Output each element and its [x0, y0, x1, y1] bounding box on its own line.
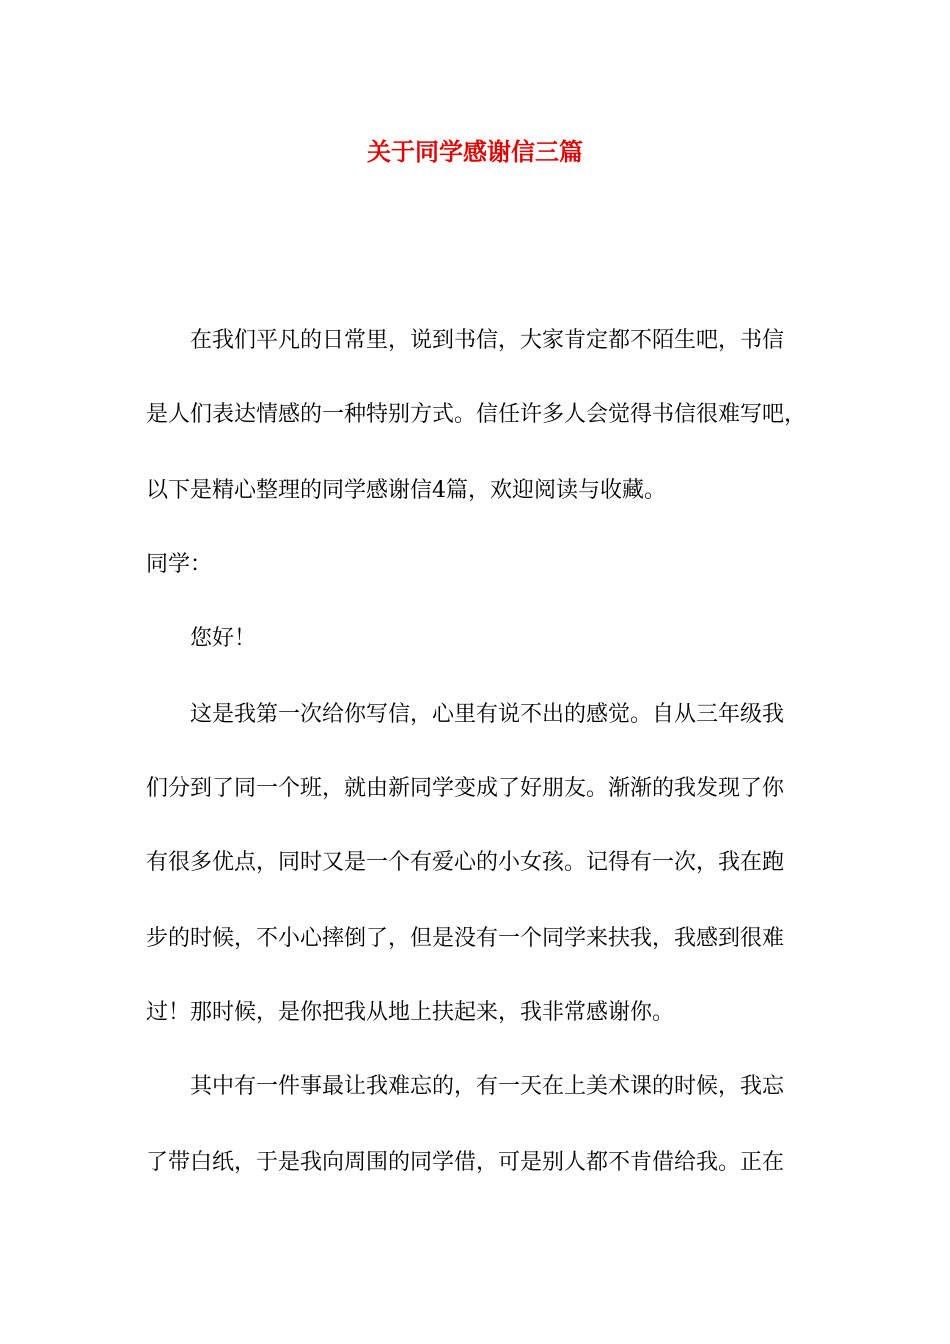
- salutation-line: 同学：: [146, 552, 213, 577]
- paragraph-line: 有很多优点，同时又是一个有爱心的小女孩。记得有一次，我在跑: [146, 850, 785, 875]
- paragraph-line: 以下是精心整理的同学感谢信4篇，欢迎阅读与收藏。: [146, 478, 666, 503]
- greeting-line: 您好！: [190, 626, 257, 651]
- paragraph-line: 这是我第一次给你写信，心里有说不出的感觉。自从三年级我: [190, 702, 785, 727]
- paragraph-line: 们分到了同一个班，就由新同学变成了好朋友。渐渐的我发现了你: [146, 776, 785, 801]
- paragraph-line: 是人们表达情感的一种特别方式。信任许多人会觉得书信很难写吧，: [146, 402, 807, 427]
- paragraph-line: 了带白纸，于是我向周围的同学借，可是别人都不肯借给我。正在: [146, 1150, 785, 1175]
- paragraph-line: 其中有一件事最让我难忘的，有一天在上美术课的时候，我忘: [190, 1074, 785, 1099]
- document-title: 关于同学感谢信三篇: [367, 137, 583, 166]
- paragraph-line: 在我们平凡的日常里，说到书信，大家肯定都不陌生吧，书信: [190, 328, 785, 353]
- paragraph-line: 过！那时候，是你把我从地上扶起来，我非常感谢你。: [146, 1000, 675, 1025]
- paragraph-line: 步的时候，不小心摔倒了，但是没有一个同学来扶我，我感到很难: [146, 926, 785, 951]
